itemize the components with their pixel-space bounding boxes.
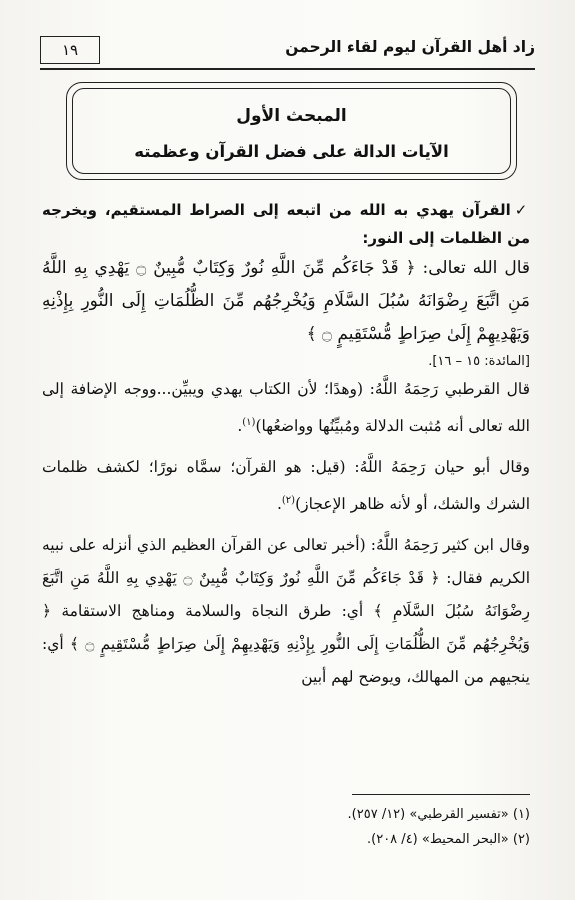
check-icon: ✓ bbox=[514, 201, 530, 219]
running-header bbox=[40, 34, 535, 70]
footnote-marker-1[interactable]: (١) bbox=[242, 417, 256, 428]
quran-verse: قال الله تعالى: ﴿ قَدْ جَاءَكُم مِّنَ اللَّهِ نُورٌ وَكِتَابٌ مُّبِينٌ ۝ يَهْدِي بِهِ اللَّهُ مَنِ اتَّبَعَ رِضْوَانَهُ سُبُلَ السَّلَامِ وَيُخْرِجُهُم مِّنَ الظُّلُمَاتِ إِلَى النُّورِ بِإِذْنِهِ وَيَهْدِيهِمْ إِلَىٰ صِرَاطٍ مُّسْتَقِيمٍ ۝ ﴾ bbox=[42, 258, 530, 344]
main-text bbox=[42, 196, 530, 702]
section-heading-inner bbox=[72, 88, 511, 174]
footnote-divider bbox=[352, 794, 530, 795]
paragraph-ibn-kathir: وقال ابن كثير رَحِمَهُ اللَّهُ: (أخبر تعالى عن القرآن العظيم الذي أنزله على نبيه الكريم فقال: ﴿ قَدْ جَاءَكُم مِّنَ اللَّهِ نُورٌ وَكِتَابٌ مُّبِينٌ ۝ يَهْدِي بِهِ اللَّهُ مَنِ اتَّبَعَ رِضْوَانَهُ سُبُلَ السَّلَامِ ﴾ أي: طرق النجاة والسلامة ومناهج الاستقامة ﴿ وَيُخْرِجُهُم مِّنَ الظُّلُمَاتِ إِلَى النُّورِ بِإِذْنِهِ وَيَهْدِيهِمْ إِلَىٰ صِرَاطٍ مُّسْتَقِيمٍ ۝ ﴾ أي: ينجيهم من المهالك، ويوضح لهم أبين bbox=[42, 536, 530, 687]
section-title: المبحث الأول bbox=[236, 106, 347, 126]
subheading-text: القرآن يهدي به الله من اتبعه إلى الصراط المستقيم، ويخرجه من الظلمات إلى النور: bbox=[42, 201, 530, 247]
verse-reference: [المائدة: ١٥ – ١٦]. bbox=[428, 354, 530, 369]
paragraph-abu-hayyan-text: وقال أبو حيان رَحِمَهُ اللَّهُ: (قيل: هو القرآن؛ سمَّاه نورًا؛ لكشف ظلمات الشرك والشك، أو لأنه ظاهر الإعجاز) bbox=[42, 458, 530, 514]
subheading bbox=[42, 196, 530, 252]
footnote-2: (٢) «البحر المحيط» (٤/ ٢٠٨). bbox=[367, 832, 530, 847]
section-subtitle: الآيات الدالة على فضل القرآن وعظمته bbox=[134, 142, 449, 161]
paragraph-abu-hayyan: وقال أبو حيان رَحِمَهُ اللَّهُ: (قيل: هو القرآن؛ سمَّاه نورًا؛ لكشف ظلمات الشرك والشك، أو لأنه ظاهر الإعجاز)$^{(٢)}$. bbox=[42, 458, 530, 514]
page-number: ١٩ bbox=[40, 36, 100, 64]
footnotes bbox=[40, 802, 530, 852]
book-title: زاد أهل القرآن ليوم لقاء الرحمن bbox=[285, 38, 535, 56]
footnote-1: (١) «تفسير القرطبي» (١٢/ ٢٥٧). bbox=[347, 807, 530, 822]
paragraph-qurtubi: قال القرطبي رَحِمَهُ اللَّهُ: (وهدًا؛ لأن الكتاب يهدي ويبيِّن...ووجه الإضافة إلى الله تعالى أنه مُثبت الدلالة ومُبيِّنُها وواضعُها)$^{(١)}$. bbox=[42, 380, 530, 436]
footnote-marker-2[interactable]: (٢) bbox=[281, 495, 296, 507]
section-heading-frame bbox=[66, 82, 517, 180]
paragraph-qurtubi-text: قال القرطبي رَحِمَهُ اللَّهُ: (وهدًا؛ لأن الكتاب يهدي ويبيِّن...ووجه الإضافة إلى الله تعالى أنه مُثبت الدلالة ومُبيِّنُها وواضعُها) bbox=[42, 380, 530, 436]
